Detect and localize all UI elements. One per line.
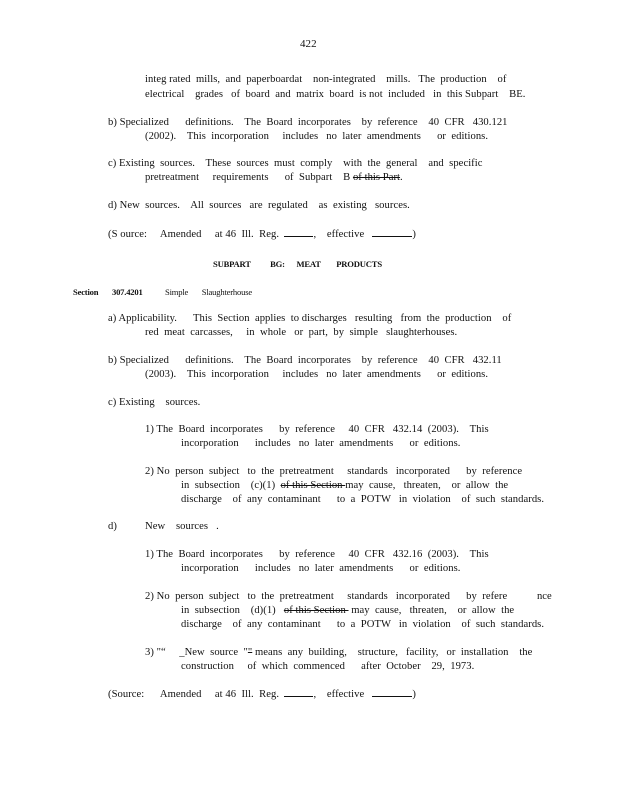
struck-text: " (247, 647, 253, 658)
struck-text: of this Part (352, 172, 401, 183)
continued-text-line-1: integ rated mills, and paperboardat non-integrated mills. The production of (145, 74, 507, 85)
close-paren: ) (412, 229, 416, 240)
applicability-line-1: a) Applicability. This Section applies to discharges resulting from the production of (108, 313, 512, 324)
new-sources-label: d) (108, 521, 117, 532)
source-note-1 (108, 227, 416, 241)
existing-item-2-line-3: discharge of any contaminant to a POTW in violation of such standards. (181, 494, 545, 505)
new-item-3-line-2: construction of which commenced after October 29, 1973. (181, 661, 475, 672)
subsection-text-cont: may cause, threaten, or allow the (348, 605, 515, 616)
existing-sources-text: pretreatment requirements of Subpart B (145, 172, 353, 183)
existing-item-2-line-2 (181, 479, 508, 492)
register-blank (284, 227, 313, 237)
specialized-definitions-2-line-2: (2003). This incorporation includes no later amendments or editions. (145, 369, 489, 380)
existing-item-1-line-2: incorporation includes no later amendments or editions. (181, 438, 461, 449)
new-item-3-line-1 (145, 646, 532, 659)
new-item-2-line-3: discharge of any contaminant to a POTW in violation of such standards. (181, 619, 545, 630)
source-note-text: (Source: Amended at 46 Ill. Reg. (108, 689, 285, 700)
register-blank (284, 687, 313, 697)
effective-text: , effective (313, 689, 373, 700)
struck-text: of this Section (280, 480, 346, 491)
new-item-1-line-2: incorporation includes no later amendments or editions. (181, 563, 461, 574)
specialized-definitions-line-2: (2002). This incorporation includes no later amendments or editions. (145, 131, 489, 142)
source-note-text: (S ource: Amended at 46 Ill. Reg. (108, 229, 285, 240)
close-paren: ) (412, 689, 416, 700)
source-note-2 (108, 687, 416, 701)
new-item-2-line-1: 2) No person subject to the pretreatment standards incorporated by refere nce (145, 591, 552, 602)
effective-blank (372, 687, 412, 697)
subsection-text-cont: may cause, threaten, or allow the (345, 480, 509, 491)
existing-sources-heading: c) Existing sources. (108, 397, 201, 408)
new-item-1-line-1: 1) The Board incorporates by reference 40 CFR 432.16 (2003). This (145, 549, 489, 560)
subsection-text: in subsection (d)(1) (181, 605, 284, 616)
subsection-text: in subsection (c)(1) (181, 480, 281, 491)
item-3-text-cont: means any building, structure, facility, or installation the (252, 647, 533, 658)
existing-sources-line-2 (145, 171, 403, 184)
item-3-marker: 3) "“ (145, 647, 166, 658)
specialized-definitions-2-line-1: b) Specialized definitions. The Board incorporates by reference 40 CFR 432.11 (108, 355, 502, 366)
section-title: Simple Slaughterhouse (165, 287, 252, 297)
item-3-text: New source " (184, 647, 248, 658)
new-item-2-line-2 (181, 604, 514, 617)
page-number: 422 (300, 38, 317, 50)
existing-item-1-line-1: 1) The Board incorporates by reference 40 CFR 432.14 (2003). This (145, 424, 489, 435)
new-sources-heading: New sources . (145, 521, 219, 532)
struck-text: of this Section (283, 605, 349, 616)
subpart-heading: SUBPART BG: MEAT PRODUCTS (213, 259, 382, 269)
new-sources-line: d) New sources. All sources are regulated as existing sources. (108, 200, 410, 211)
effective-blank (372, 227, 412, 237)
period: . (400, 172, 403, 183)
effective-text: , effective (313, 229, 373, 240)
section-number: Section 307.4201 (73, 287, 143, 297)
item-3-underscore: _ (165, 647, 185, 658)
specialized-definitions-line-1: b) Specialized definitions. The Board incorporates by reference 40 CFR 430.121 (108, 117, 508, 128)
applicability-line-2: red meat carcasses, in whole or part, by simple slaughterhouses. (145, 327, 458, 338)
continued-text-line-2: electrical grades of board and matrix board is not included in this Subpart BE. (145, 89, 526, 100)
existing-sources-line-1: c) Existing sources. These sources must comply with the general and specific (108, 158, 483, 169)
existing-item-2-line-1: 2) No person subject to the pretreatment standards incorporated by reference (145, 466, 523, 477)
